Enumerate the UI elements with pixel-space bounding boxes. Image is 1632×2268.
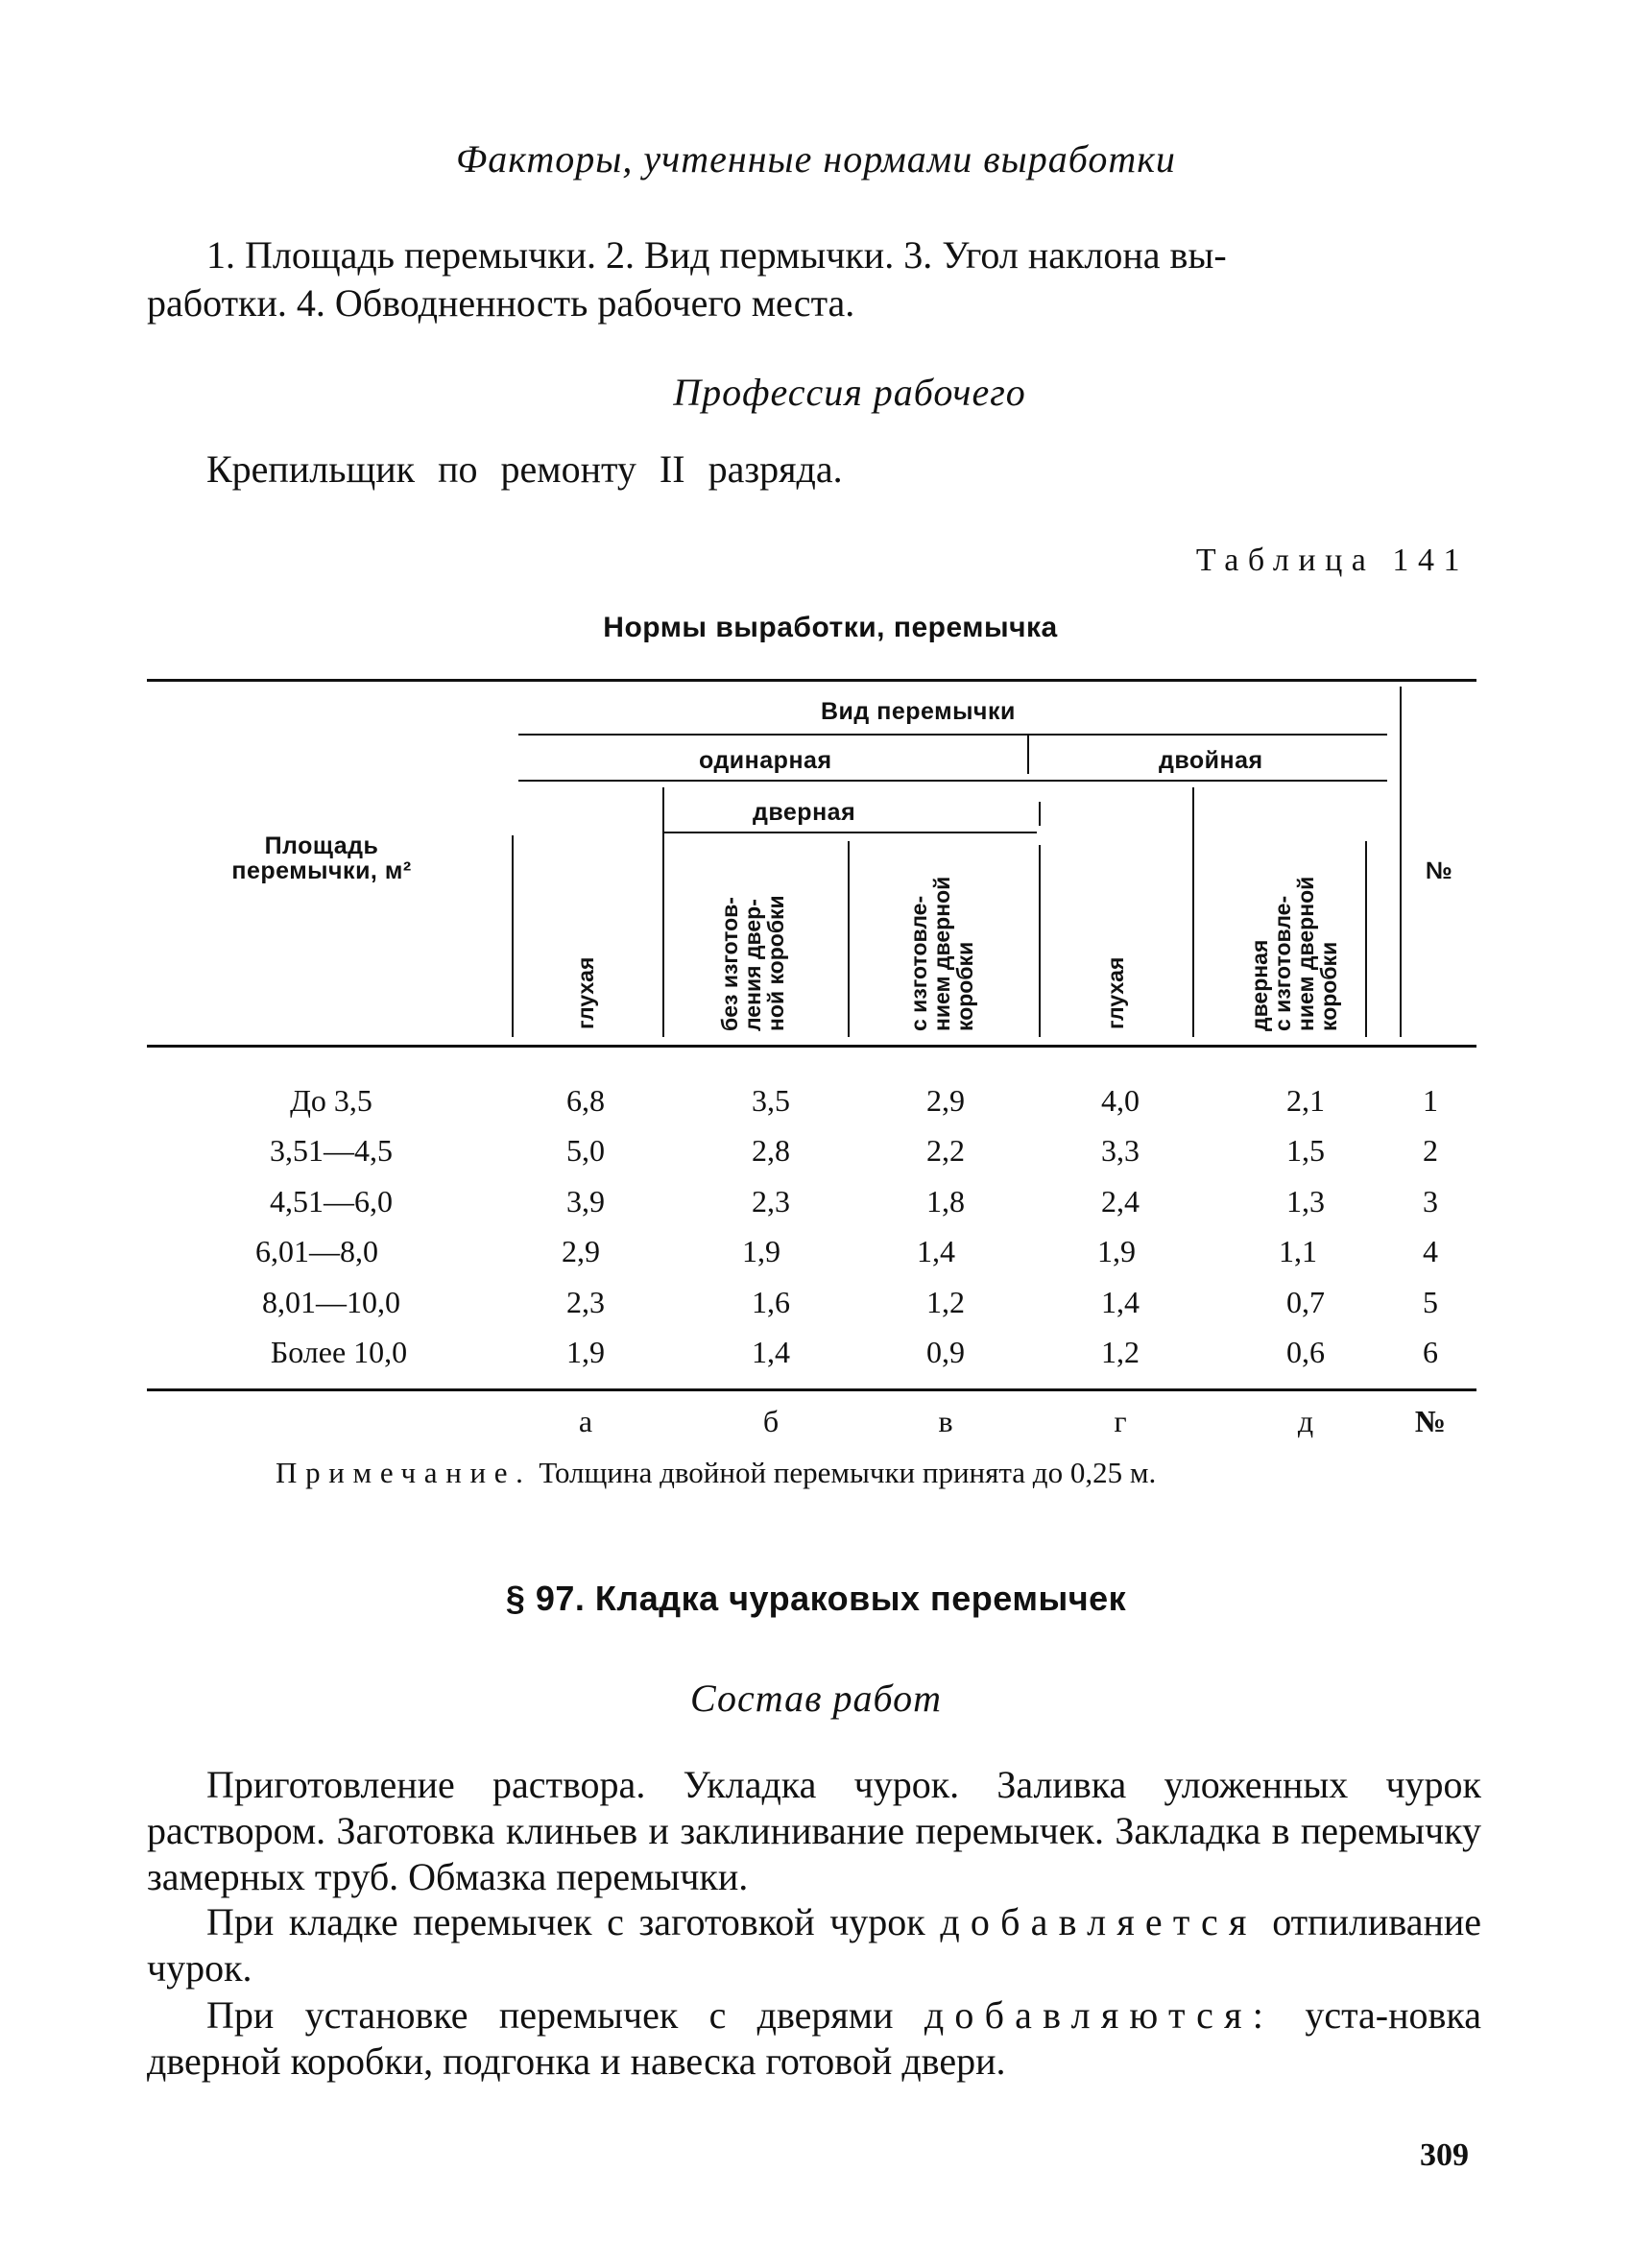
section-subheading: Состав работ [690,1677,942,1720]
profession-heading: Профессия рабочего [673,371,1026,414]
header-single: одинарная [699,747,832,774]
section-title: § 97. Кладка чураковых перемычек [505,1579,1127,1618]
table-title: Нормы выработки, перемычка [603,612,1058,643]
factors-line-1: 1. Площадь перемычки. 2. Вид пермычки. 3. Угол наклона вы- [206,233,1227,277]
header-door-with-frame: с изготовле- нием дверной коробки [906,876,977,1031]
header-double: двойная [1159,747,1263,774]
paragraph-1: Приготовление раствора. Укладка чурок. Заливка уложенных чурок раствором. Заготовка клиньев и заклинивание перемычек. Закладка в перемычку замерных труб. Обмазка перемычки. [147,1763,1481,1898]
header-blind-single: глухая [573,956,598,1029]
header-area: Площадь перемычки, м² [231,832,412,884]
paragraph-3: При установке перемычек с дверями добавляются: уста-новка дверной коробки, подгонка и навеска готовой двери. [147,1993,1481,2083]
profession-text: Крепильщик по ремонту II разряда. [206,447,843,491]
header-double-door: дверная с изготовле- нием дверной коробки [1247,876,1341,1031]
table-bottom-rule [147,1388,1476,1391]
header-door: дверная [753,799,856,826]
header-type: Вид перемычки [821,698,1016,725]
paragraph-2: При кладке перемычек с заготовкой чурок добавляется отпиливание чурок. [147,1900,1482,1990]
header-num: № [1426,857,1453,884]
table-note [276,1456,1156,1490]
page-number: 309 [1420,2137,1469,2173]
note-text: Толщина двойной перемычки принята до 0,25 м. [539,1456,1157,1489]
header-blind-double: глухая [1103,956,1128,1029]
header-door-no-frame: без изготов- ления двер- ной коробки [717,895,788,1031]
table-number: Таблица 141 [1195,543,1469,578]
factors-line-2: работки. 4. Обводненность рабочего места. [147,281,855,325]
table-header-rule [147,1045,1476,1048]
table-top-rule [147,679,1476,682]
note-label: Примечание. [276,1456,532,1489]
factors-heading: Факторы, учтенные нормами выработки [456,137,1176,181]
